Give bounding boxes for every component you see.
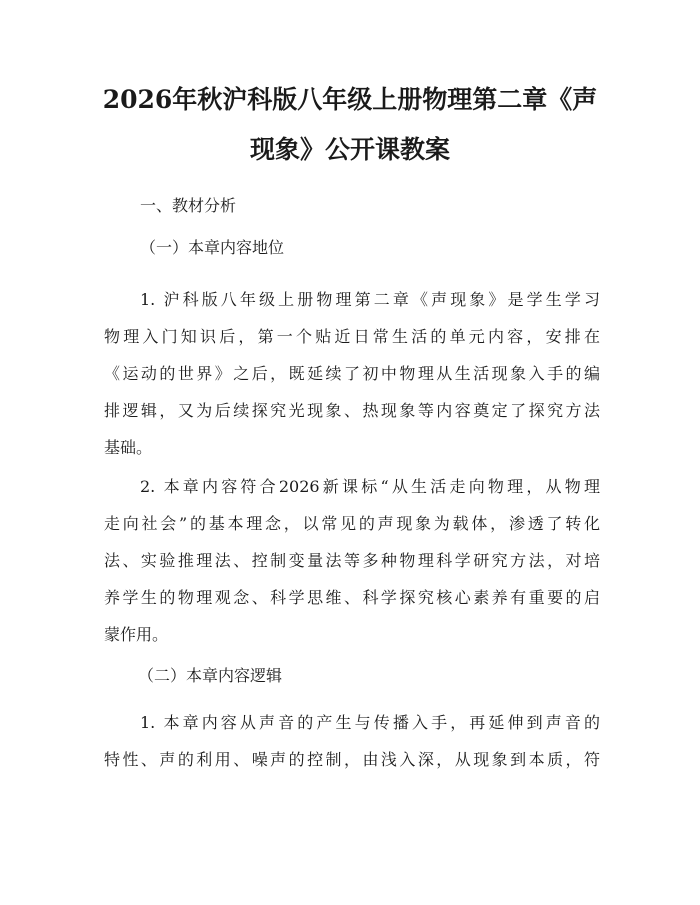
document-title-line-1: 2026年秋沪科版八年级上册物理第二章《声: [102, 85, 598, 114]
paragraph-1-line: 《运动的世界》之后，既延续了初中物理从生活现象入手的编: [104, 364, 600, 383]
paragraph-1-line: 1. 沪科版八年级上册物理第二章《声现象》是学生学习: [140, 290, 600, 309]
paragraph-3: [104, 713, 600, 773]
subsection-heading-chapter-position: （一）本章内容地位: [140, 238, 285, 257]
paragraph-2-line: 2. 本章内容符合2026新课标“从生活走向物理，从物理: [140, 477, 600, 496]
paragraph-2-line: 蒙作用。: [104, 625, 169, 644]
paragraph-2-line: 法、实验推理法、控制变量法等多种物理科学研究方法，对培: [104, 551, 600, 570]
section-heading-textbook-analysis: 一、教材分析: [140, 196, 237, 215]
paragraph-2-line: 走向社会”的基本理念，以常见的声现象为载体，渗透了转化: [104, 514, 600, 533]
paragraph-3-line: 1. 本章内容从声音的产生与传播入手，再延伸到声音的: [140, 713, 600, 732]
paragraph-1-line: 排逻辑，又为后续探究光现象、热现象等内容奠定了探究方法: [104, 401, 600, 420]
subsection-heading-chapter-logic: （二）本章内容逻辑: [138, 666, 283, 685]
paragraph-3-line: 特性、声的利用、噪声的控制，由浅入深，从现象到本质，符: [104, 750, 600, 769]
paragraph-1: [104, 290, 600, 460]
paragraph-1-line: 物理入门知识后，第一个贴近日常生活的单元内容，安排在: [104, 327, 600, 346]
paragraph-2-line: 养学生的物理观念、科学思维、科学探究核心素养有重要的启: [104, 588, 600, 607]
paragraph-2: [104, 477, 600, 647]
document-title-line-2: 现象》公开课教案: [249, 135, 450, 164]
paragraph-1-line: 基础。: [104, 438, 153, 457]
